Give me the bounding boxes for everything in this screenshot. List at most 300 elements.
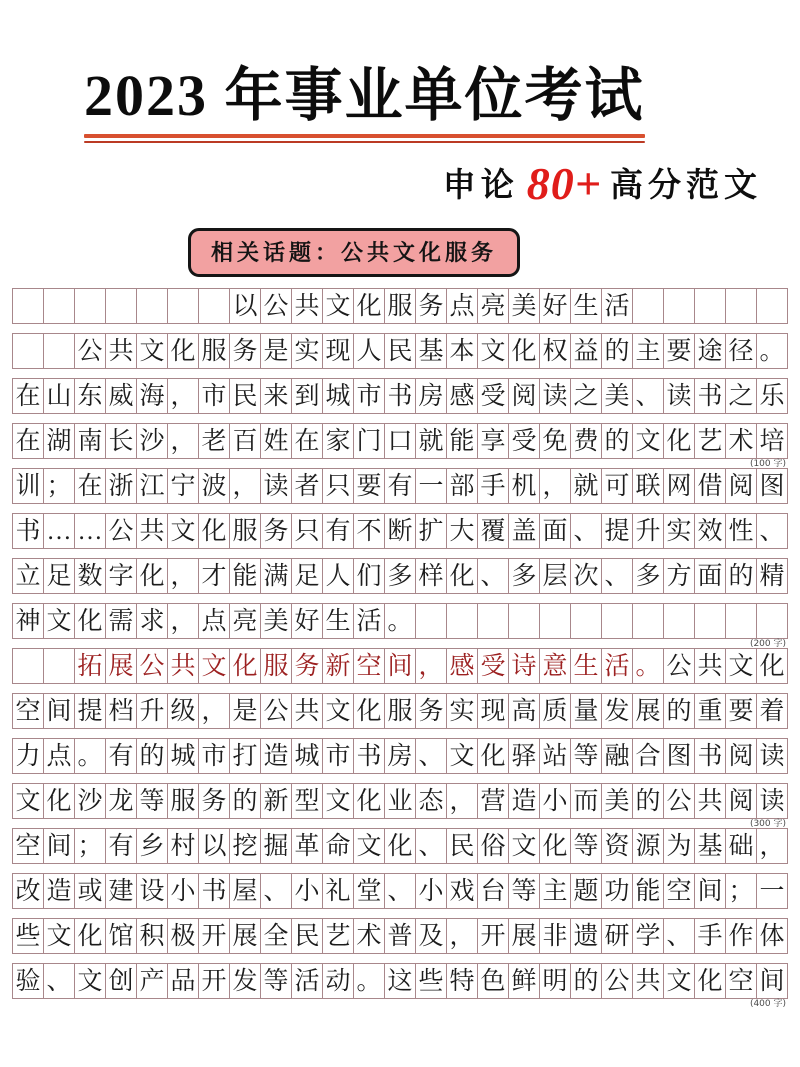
- grid-cell: ，: [167, 603, 199, 639]
- page-header: [0, 0, 800, 277]
- grid-cell: 要: [663, 333, 695, 369]
- grid-cell: 展: [632, 693, 664, 729]
- grid-cell: 受: [477, 378, 509, 414]
- grid-cell: 之: [570, 378, 602, 414]
- grid-cell: 造: [260, 738, 292, 774]
- word-count-marker: (100 字): [749, 459, 786, 469]
- grid-cell: 一: [415, 468, 447, 504]
- grid-cell: 方: [663, 558, 695, 594]
- grid-cell: 以: [229, 288, 261, 324]
- grid-cell: 们: [353, 558, 385, 594]
- grid-cell: 打: [229, 738, 261, 774]
- grid-cell: 特: [446, 963, 478, 999]
- grid-cell: 房: [415, 378, 447, 414]
- topic-badge: 相关话题：公共文化服务: [188, 228, 520, 277]
- grid-cell-empty: [136, 288, 168, 324]
- grid-cell-empty: [725, 603, 757, 639]
- grid-cell: 高: [508, 693, 540, 729]
- grid-cell: 训: [12, 468, 44, 504]
- grid-cell: 些: [12, 918, 44, 954]
- grid-cell: 百: [229, 423, 261, 459]
- grid-cell: …: [74, 513, 106, 549]
- grid-cell: 命: [322, 828, 354, 864]
- grid-cell: 图: [756, 468, 788, 504]
- grid-cell: 一: [756, 873, 788, 909]
- grid-cell: 学: [632, 918, 664, 954]
- grid-cell: 创: [105, 963, 137, 999]
- grid-cell: 间: [43, 693, 75, 729]
- grid-cell: 性: [725, 513, 757, 549]
- grid-cell: 市: [198, 738, 230, 774]
- grid-cell: 有: [105, 828, 137, 864]
- grid-cell: 化: [74, 603, 106, 639]
- grid-cell: 是: [229, 693, 261, 729]
- grid-cell: 断: [384, 513, 416, 549]
- grid-cell: 间: [756, 963, 788, 999]
- grid-cell: 美: [260, 603, 292, 639]
- grid-cell: 阅: [725, 738, 757, 774]
- grid-cell: 在: [12, 423, 44, 459]
- grid-cell-empty: [601, 603, 633, 639]
- grid-cell: 城: [322, 378, 354, 414]
- grid-cell: 扩: [415, 513, 447, 549]
- grid-cell-empty: [508, 603, 540, 639]
- grid-cell: 盖: [508, 513, 540, 549]
- grid-cell: 的: [632, 783, 664, 819]
- grid-cell-empty: [694, 603, 726, 639]
- grid-row: [12, 423, 788, 469]
- grid-cell: 就: [570, 468, 602, 504]
- grid-cell: 、: [415, 738, 447, 774]
- grid-cell: 能: [229, 558, 261, 594]
- grid-cell: 的: [725, 558, 757, 594]
- grid-cell: 文: [136, 333, 168, 369]
- grid-cell: 文: [198, 648, 230, 684]
- grid-cell: 拓: [74, 648, 106, 684]
- grid-cell: 波: [198, 468, 230, 504]
- grid-cell: 共: [105, 333, 137, 369]
- grid-cell: 威: [105, 378, 137, 414]
- grid-cell: 的: [229, 783, 261, 819]
- grid-cell: 的: [663, 693, 695, 729]
- grid-cell: 馆: [105, 918, 137, 954]
- grid-cell: 化: [384, 828, 416, 864]
- grid-cell: 化: [539, 828, 571, 864]
- grid-cell: 读: [756, 738, 788, 774]
- grid-cell: 全: [260, 918, 292, 954]
- grid-cell: 共: [136, 513, 168, 549]
- grid-cell: ；: [43, 468, 75, 504]
- grid-cell-empty: [570, 603, 602, 639]
- grid-cell: ；: [74, 828, 106, 864]
- grid-cell: 姓: [260, 423, 292, 459]
- grid-cell: 基: [694, 828, 726, 864]
- word-count-marker: (200 字): [749, 639, 786, 649]
- grid-cell: 、: [415, 828, 447, 864]
- grid-cell: 读: [260, 468, 292, 504]
- grid-cell: 面: [539, 513, 571, 549]
- grid-cell: 的: [136, 738, 168, 774]
- grid-cell: 文: [43, 918, 75, 954]
- grid-cell: 在: [12, 378, 44, 414]
- grid-cell: 书: [384, 378, 416, 414]
- grid-cell: 样: [415, 558, 447, 594]
- grid-cell: 意: [539, 648, 571, 684]
- grid-cell: 化: [663, 423, 695, 459]
- grid-cell: 开: [198, 963, 230, 999]
- grid-cell: 化: [74, 918, 106, 954]
- grid-cell-empty: [632, 288, 664, 324]
- grid-cell: 合: [632, 738, 664, 774]
- grid-cell: 展: [508, 918, 540, 954]
- grid-cell: 空: [353, 648, 385, 684]
- grid-cell: ，: [198, 693, 230, 729]
- grid-cell: 积: [136, 918, 168, 954]
- grid-cell: 普: [384, 918, 416, 954]
- grid-cell-empty: [415, 603, 447, 639]
- grid-cell: 借: [694, 468, 726, 504]
- grid-cell: 共: [167, 648, 199, 684]
- grid-cell: 实: [446, 693, 478, 729]
- grid-cell: 化: [43, 783, 75, 819]
- grid-cell: 展: [105, 648, 137, 684]
- grid-cell: 些: [415, 963, 447, 999]
- grid-cell: 展: [229, 918, 261, 954]
- subtitle-score-highlight: 80+: [526, 157, 602, 209]
- grid-cell: 书: [353, 738, 385, 774]
- grid-row: [12, 288, 788, 324]
- grid-cell: 就: [415, 423, 447, 459]
- grid-cell: ，: [167, 558, 199, 594]
- grid-cell: 俗: [477, 828, 509, 864]
- grid-cell: 量: [570, 693, 602, 729]
- grid-cell: 明: [539, 963, 571, 999]
- grid-cell: 字: [105, 558, 137, 594]
- grid-cell: 覆: [477, 513, 509, 549]
- grid-cell: 开: [198, 918, 230, 954]
- grid-cell: 民: [384, 333, 416, 369]
- grid-cell: 公: [601, 963, 633, 999]
- grid-cell: 公: [74, 333, 106, 369]
- grid-cell: 间: [43, 828, 75, 864]
- grid-cell: 满: [260, 558, 292, 594]
- grid-cell: 是: [260, 333, 292, 369]
- grid-cell: 着: [756, 693, 788, 729]
- grid-cell: 好: [539, 288, 571, 324]
- grid-cell: 。: [632, 648, 664, 684]
- grid-cell: 点: [43, 738, 75, 774]
- grid-cell: 品: [167, 963, 199, 999]
- grid-cell-empty: [167, 288, 199, 324]
- grid-cell: 掘: [260, 828, 292, 864]
- grid-cell: 化: [198, 513, 230, 549]
- title-block: [84, 63, 645, 143]
- grid-row: [12, 603, 788, 649]
- grid-cell: 文: [663, 963, 695, 999]
- grid-cell: 空: [12, 693, 44, 729]
- grid-cell: 老: [198, 423, 230, 459]
- grid-cell: 小: [539, 783, 571, 819]
- page-title: 2023 年事业单位考试: [84, 63, 645, 128]
- grid-cell: 要: [725, 693, 757, 729]
- grid-cell: 机: [508, 468, 540, 504]
- grid-cell: 现: [477, 693, 509, 729]
- grid-cell: 、: [756, 513, 788, 549]
- grid-row: [12, 963, 788, 1009]
- grid-cell: 化: [756, 648, 788, 684]
- grid-cell: 市: [198, 378, 230, 414]
- grid-cell: 能: [446, 423, 478, 459]
- grid-cell: ，: [167, 423, 199, 459]
- grid-cell: 以: [198, 828, 230, 864]
- grid-cell: 文: [446, 738, 478, 774]
- grid-cell: 空: [663, 873, 695, 909]
- grid-cell: 点: [446, 288, 478, 324]
- grid-cell: 基: [415, 333, 447, 369]
- grid-cell: 精: [756, 558, 788, 594]
- grid-row: [12, 333, 788, 369]
- grid-cell: ，: [539, 468, 571, 504]
- grid-cell: 效: [694, 513, 726, 549]
- grid-cell: 人: [353, 333, 385, 369]
- grid-cell-empty: [539, 603, 571, 639]
- grid-cell: 受: [508, 423, 540, 459]
- grid-cell: 文: [43, 603, 75, 639]
- grid-cell: 点: [198, 603, 230, 639]
- grid-cell: 共: [694, 648, 726, 684]
- grid-cell-empty: [756, 288, 788, 324]
- grid-cell: 礼: [322, 873, 354, 909]
- grid-cell-empty: [43, 648, 75, 684]
- grid-cell: 小: [415, 873, 447, 909]
- grid-cell: 门: [353, 423, 385, 459]
- grid-cell: ，: [446, 918, 478, 954]
- grid-cell: 民: [446, 828, 478, 864]
- grid-cell: 联: [632, 468, 664, 504]
- grid-row: [12, 873, 788, 909]
- grid-cell: 活: [353, 603, 385, 639]
- grid-cell: 来: [260, 378, 292, 414]
- grid-cell: 、: [43, 963, 75, 999]
- grid-cell: 需: [105, 603, 137, 639]
- grid-cell: 营: [477, 783, 509, 819]
- grid-cell: 动: [322, 963, 354, 999]
- grid-cell: 。: [353, 963, 385, 999]
- grid-cell: 重: [694, 693, 726, 729]
- grid-cell: 诗: [508, 648, 540, 684]
- word-count-marker: (400 字): [749, 999, 786, 1009]
- grid-cell: 驿: [508, 738, 540, 774]
- grid-cell: 化: [446, 558, 478, 594]
- grid-cell: 文: [74, 963, 106, 999]
- grid-cell: 服: [198, 333, 230, 369]
- grid-cell: 这: [384, 963, 416, 999]
- grid-cell: 级: [167, 693, 199, 729]
- grid-cell: 力: [12, 738, 44, 774]
- grid-cell: 、: [632, 378, 664, 414]
- grid-cell: 等: [570, 738, 602, 774]
- grid-cell: 村: [167, 828, 199, 864]
- grid-cell: 多: [384, 558, 416, 594]
- grid-cell-empty: [725, 288, 757, 324]
- grid-cell: 手: [477, 468, 509, 504]
- grid-cell: 革: [291, 828, 323, 864]
- grid-cell: 宁: [167, 468, 199, 504]
- grid-cell: 挖: [229, 828, 261, 864]
- grid-cell: 、: [570, 513, 602, 549]
- grid-cell: 型: [291, 783, 323, 819]
- grid-cell: 读: [663, 378, 695, 414]
- grid-cell: 产: [136, 963, 168, 999]
- grid-cell: 阅: [725, 468, 757, 504]
- grid-cell-empty: [43, 333, 75, 369]
- grid-cell: …: [43, 513, 75, 549]
- grid-cell: 城: [167, 738, 199, 774]
- grid-cell: 在: [291, 423, 323, 459]
- grid-cell: 提: [601, 513, 633, 549]
- grid-cell: 书: [12, 513, 44, 549]
- grid-cell: 部: [446, 468, 478, 504]
- grid-cell: 务: [260, 513, 292, 549]
- grid-cell: 、: [601, 558, 633, 594]
- grid-cell: 只: [291, 513, 323, 549]
- grid-cell: 有: [384, 468, 416, 504]
- grid-cell: 造: [508, 783, 540, 819]
- grid-cell: 服: [260, 648, 292, 684]
- grid-row: [12, 648, 788, 684]
- grid-cell-empty: [43, 288, 75, 324]
- grid-cell: 文: [477, 333, 509, 369]
- grid-cell: 现: [322, 333, 354, 369]
- grid-cell: 化: [136, 558, 168, 594]
- grid-cell: 新: [260, 783, 292, 819]
- grid-cell-empty: [12, 648, 44, 684]
- grid-cell: 权: [539, 333, 571, 369]
- grid-cell: 及: [415, 918, 447, 954]
- grid-cell-empty: [756, 603, 788, 639]
- grid-cell: 读: [539, 378, 571, 414]
- grid-cell: 化: [477, 738, 509, 774]
- grid-cell: 书: [198, 873, 230, 909]
- grid-cell: 书: [694, 738, 726, 774]
- grid-cell: 文: [322, 288, 354, 324]
- grid-cell: 网: [663, 468, 695, 504]
- grid-cell: 文: [632, 423, 664, 459]
- grid-cell: 共: [694, 783, 726, 819]
- grid-cell: 生: [570, 648, 602, 684]
- grid-cell: 等: [570, 828, 602, 864]
- grid-cell: 阅: [508, 378, 540, 414]
- grid-cell: 面: [694, 558, 726, 594]
- grid-cell: 公: [260, 693, 292, 729]
- grid-cell: 戏: [446, 873, 478, 909]
- grid-cell: 亮: [229, 603, 261, 639]
- grid-cell: 新: [322, 648, 354, 684]
- grid-cell: 服: [384, 693, 416, 729]
- grid-cell: 艺: [322, 918, 354, 954]
- grid-cell: 足: [291, 558, 323, 594]
- grid-cell: 务: [291, 648, 323, 684]
- grid-cell: ；: [725, 873, 757, 909]
- grid-cell: 升: [136, 693, 168, 729]
- grid-cell: 务: [198, 783, 230, 819]
- grid-cell: 益: [570, 333, 602, 369]
- grid-row: [12, 918, 788, 954]
- grid-cell: 共: [291, 693, 323, 729]
- grid-cell-empty: [12, 288, 44, 324]
- grid-cell: 有: [105, 738, 137, 774]
- grid-cell: 文: [322, 693, 354, 729]
- grid-cell: 阅: [725, 783, 757, 819]
- grid-cell: 化: [229, 648, 261, 684]
- grid-cell: 美: [508, 288, 540, 324]
- grid-cell: 只: [322, 468, 354, 504]
- grid-cell: 遗: [570, 918, 602, 954]
- grid-cell: ，: [415, 648, 447, 684]
- grid-cell: 为: [663, 828, 695, 864]
- title-underline-thin: [84, 141, 645, 143]
- grid-cell: 开: [477, 918, 509, 954]
- grid-cell: 。: [384, 603, 416, 639]
- grid-cell: 沙: [74, 783, 106, 819]
- grid-cell: 文: [353, 828, 385, 864]
- grid-cell: 亮: [477, 288, 509, 324]
- grid-cell: 功: [601, 873, 633, 909]
- grid-cell: 免: [539, 423, 571, 459]
- grid-cell: 长: [105, 423, 137, 459]
- grid-cell-empty: [446, 603, 478, 639]
- grid-cell: 化: [353, 783, 385, 819]
- grid-cell: 。: [756, 333, 788, 369]
- grid-cell: 公: [260, 288, 292, 324]
- grid-cell: 江: [136, 468, 168, 504]
- grid-cell: 等: [136, 783, 168, 819]
- grid-cell: 径: [725, 333, 757, 369]
- grid-cell: 质: [539, 693, 571, 729]
- grid-cell: 体: [756, 918, 788, 954]
- grid-cell: 、: [260, 873, 292, 909]
- grid-cell: 民: [229, 378, 261, 414]
- grid-cell: 文: [167, 513, 199, 549]
- grid-cell: 公: [663, 648, 695, 684]
- grid-cell-empty: [198, 288, 230, 324]
- grid-cell: 艺: [694, 423, 726, 459]
- grid-cell: 务: [229, 333, 261, 369]
- grid-cell: 设: [136, 873, 168, 909]
- grid-cell: 或: [74, 873, 106, 909]
- grid-cell: 多: [632, 558, 664, 594]
- grid-row: [12, 693, 788, 729]
- grid-cell: 感: [446, 648, 478, 684]
- grid-cell: 极: [167, 918, 199, 954]
- grid-cell: 化: [694, 963, 726, 999]
- grid-cell: 不: [353, 513, 385, 549]
- grid-cell: 化: [167, 333, 199, 369]
- grid-cell: 发: [601, 693, 633, 729]
- grid-cell: 南: [74, 423, 106, 459]
- grid-cell: 多: [508, 558, 540, 594]
- grid-cell-empty: [632, 603, 664, 639]
- grid-cell: 本: [446, 333, 478, 369]
- grid-cell: 口: [384, 423, 416, 459]
- grid-cell: 鲜: [508, 963, 540, 999]
- grid-cell: 档: [105, 693, 137, 729]
- grid-cell: 术: [725, 423, 757, 459]
- grid-cell: 文: [725, 648, 757, 684]
- grid-cell: 美: [601, 378, 633, 414]
- grid-cell: 研: [601, 918, 633, 954]
- grid-cell: 源: [632, 828, 664, 864]
